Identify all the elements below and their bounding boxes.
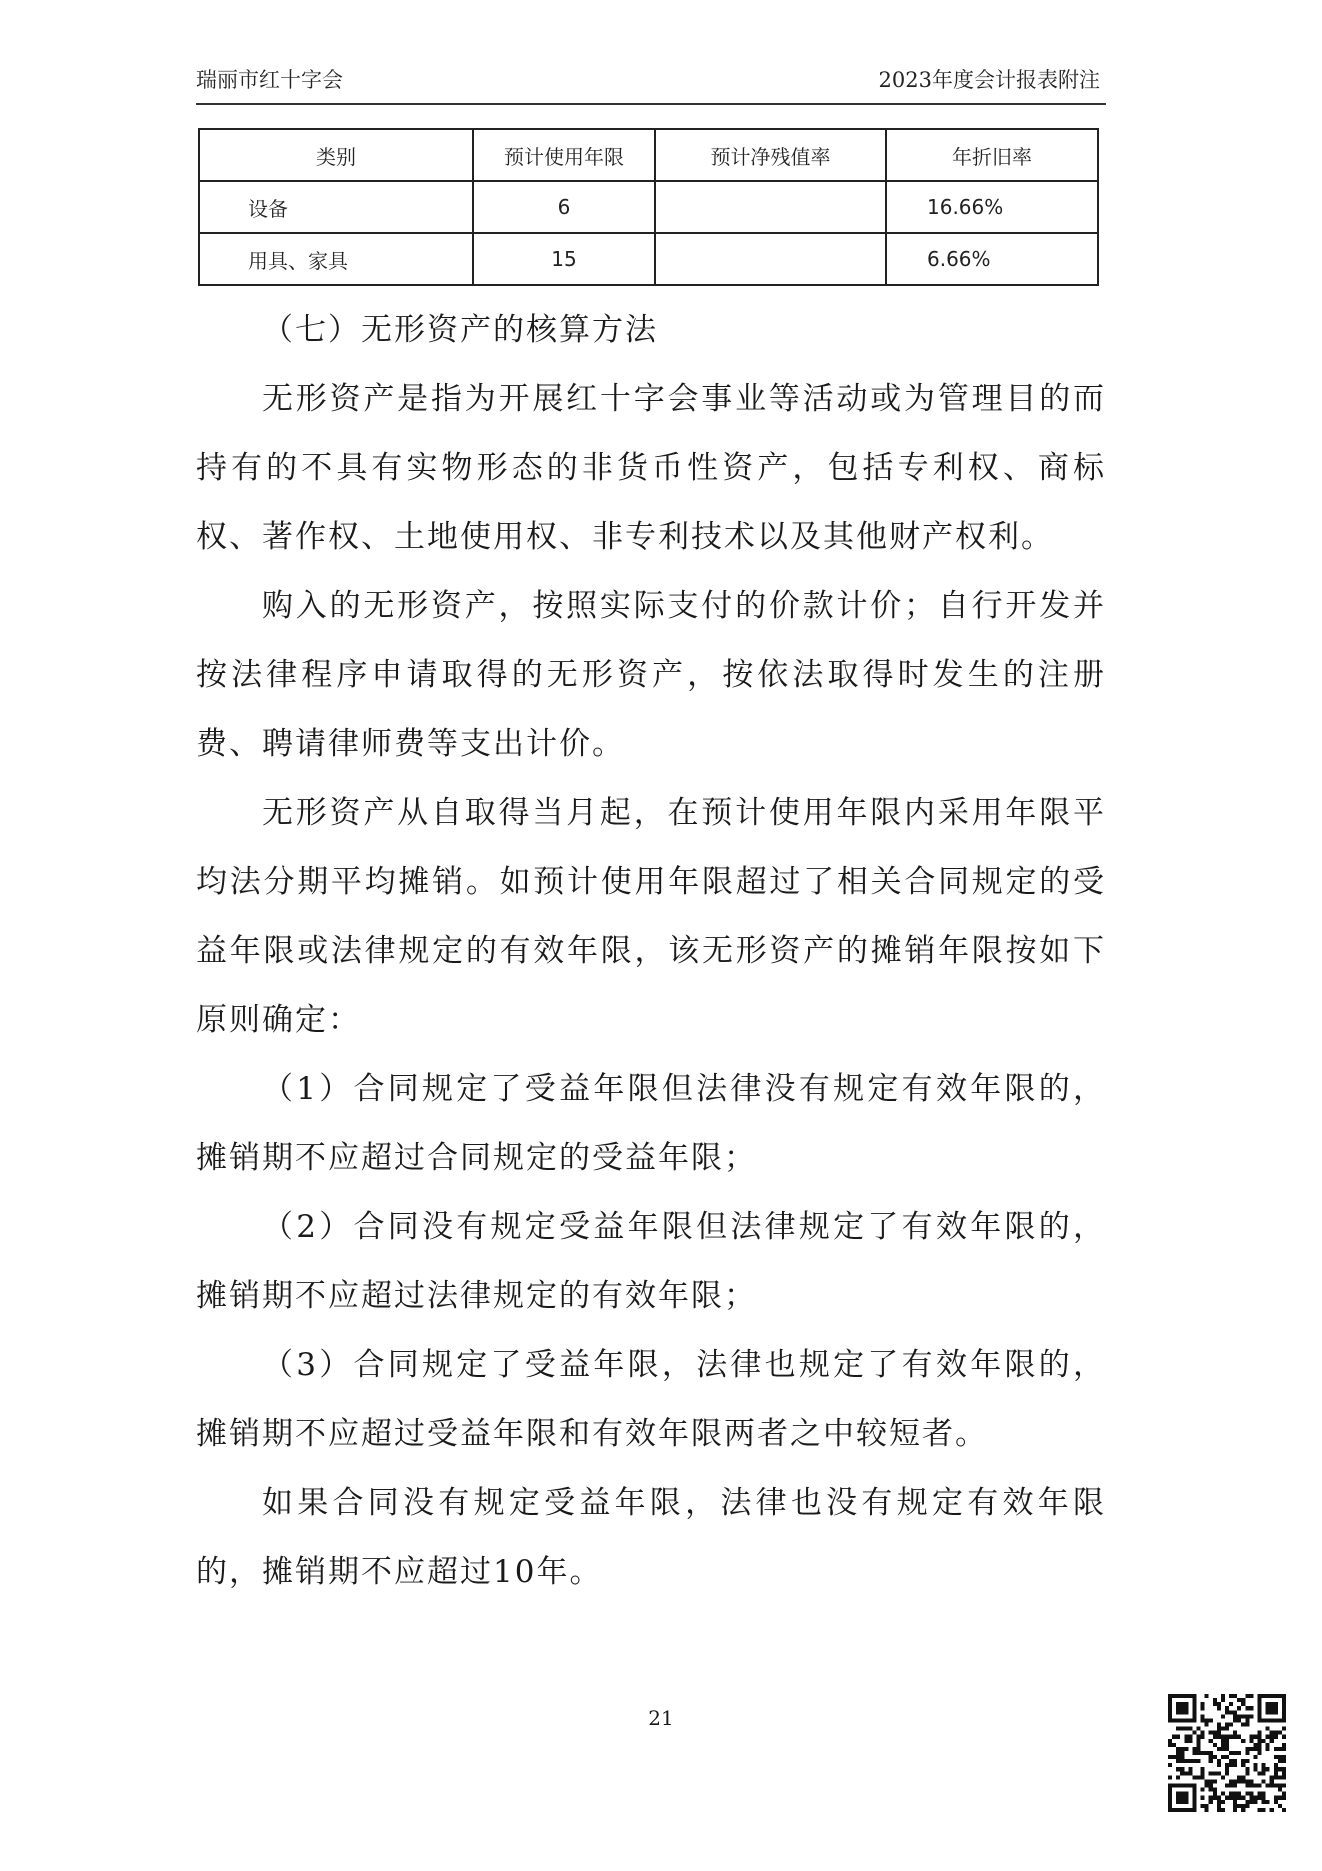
cell-rate: 16.66% — [886, 181, 1098, 233]
document-body — [196, 296, 1106, 1607]
paragraph-definition: 无形资产是指为开展红十字会事业等活动或为管理目的而持有的不具有实物形态的非货币性资产，包括专利权、商标权、著作权、土地使用权、非专利技术以及其他财产权利。 — [196, 381, 1106, 555]
paragraph-rule-2: （2）合同没有规定受益年限但法律规定了有效年限的，摊销期不应超过法律规定的有效年限； — [196, 1209, 1106, 1314]
page-header — [196, 60, 1100, 94]
cell-rate: 6.66% — [886, 233, 1098, 285]
col-header-years: 预计使用年限 — [473, 129, 655, 181]
depreciation-table — [198, 128, 1099, 286]
paragraph-valuation: 购入的无形资产，按照实际支付的价款计价；自行开发并按法律程序申请取得的无形资产，按依法取得时发生的注册费、聘请律师费等支出计价。 — [196, 588, 1106, 762]
table-row — [199, 233, 1098, 285]
header-org: 瑞丽市红十字会 — [196, 68, 343, 92]
paragraph-rule-1: （1）合同规定了受益年限但法律没有规定有效年限的，摊销期不应超过合同规定的受益年限； — [196, 1071, 1106, 1176]
page-number: 21 — [648, 1706, 674, 1730]
cell-category: 用具、家具 — [199, 233, 473, 285]
cell-category: 设备 — [199, 181, 473, 233]
section-title: （七）无形资产的核算方法 — [262, 312, 658, 348]
paragraph-amortization: 无形资产从自取得当月起，在预计使用年限内采用年限平均法分期平均摊销。如预计使用年限超过了相关合同规定的受益年限或法律规定的有效年限，该无形资产的摊销年限按如下原则确定： — [196, 795, 1106, 1038]
paragraph-rule-3: （3）合同规定了受益年限，法律也规定了有效年限的，摊销期不应超过受益年限和有效年限两者之中较短者。 — [196, 1347, 1106, 1452]
header-report-title: 2023年度会计报表附注 — [878, 68, 1100, 92]
cell-residual — [655, 233, 886, 285]
cell-years: 6 — [473, 181, 655, 233]
cell-years: 15 — [473, 233, 655, 285]
col-header-residual: 预计净残值率 — [655, 129, 886, 181]
table-row — [199, 181, 1098, 233]
col-header-rate: 年折旧率 — [886, 129, 1098, 181]
cell-residual — [655, 181, 886, 233]
table-header-row — [199, 129, 1098, 181]
qr-code-icon — [1168, 1694, 1286, 1812]
header-divider — [196, 103, 1106, 105]
col-header-category: 类别 — [199, 129, 473, 181]
paragraph-default-period: 如果合同没有规定受益年限，法律也没有规定有效年限的，摊销期不应超过10年。 — [196, 1485, 1106, 1590]
